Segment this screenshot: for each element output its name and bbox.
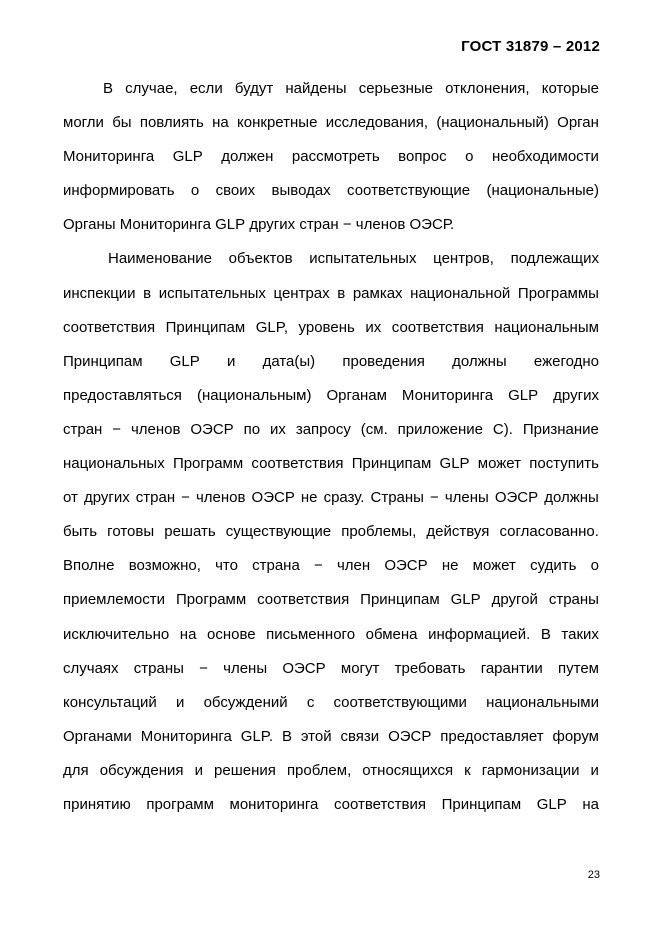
text-line: могли бы повлиять на конкретные исследования, (национальный) Орган — [63, 114, 599, 132]
page-number: 23 — [587, 869, 600, 881]
text-line: исключительно на основе письменного обмена информацией. В таких — [63, 625, 599, 643]
text-line: от других стран − членов ОЭСР не сразу. Страны − члены ОЭСР должны — [63, 489, 599, 507]
text-line: Наименование объектов испытательных центров, подлежащих — [108, 250, 599, 268]
text-line: для обсуждения и решения проблем, относящихся к гармонизации и — [63, 761, 599, 779]
text-line: Вполне возможно, что страна − член ОЭСР не может судить о — [63, 557, 599, 575]
text-line: Органы Мониторинга GLP других стран − членов ОЭСР. — [63, 216, 455, 234]
text-line: Органами Мониторинга GLP. В этой связи ОЭСР предоставляет форум — [63, 727, 599, 745]
text-line: предоставляться (национальным) Органам Мониторинга GLP других — [63, 386, 599, 404]
text-line: случаях страны − члены ОЭСР могут требовать гарантии путем — [63, 659, 599, 677]
text-line: Мониторинга GLP должен рассмотреть вопрос о необходимости — [63, 148, 599, 166]
text-line: приемлемости Программ соответствия Принципам GLP другой страны — [63, 591, 599, 609]
text-line: принятию программ мониторинга соответствия Принципам GLP на — [63, 795, 599, 813]
text-line: быть готовы решать существующие проблемы, действуя согласованно. — [63, 523, 599, 541]
text-line: стран − членов ОЭСР по их запросу (см. приложение С). Признание — [63, 420, 599, 438]
text-line: консультаций и обсуждений с соответствующими национальными — [63, 693, 599, 711]
text-line: инспекции в испытательных центрах в рамках национальной Программы — [63, 284, 599, 302]
document-body — [63, 72, 599, 822]
document-code-header: ГОСТ 31879 – 2012 — [461, 38, 600, 55]
text-line: соответствия Принципам GLP, уровень их соответствия национальным — [63, 318, 599, 336]
text-line: В случае, если будут найдены серьезные отклонения, которые — [103, 80, 599, 97]
text-line: национальных Программ соответствия Принципам GLP может поступить — [63, 455, 599, 473]
text-line: Принципам GLP и дата(ы) проведения должны ежегодно — [63, 352, 599, 370]
text-line: информировать о своих выводах соответствующие (национальные) — [63, 182, 599, 200]
